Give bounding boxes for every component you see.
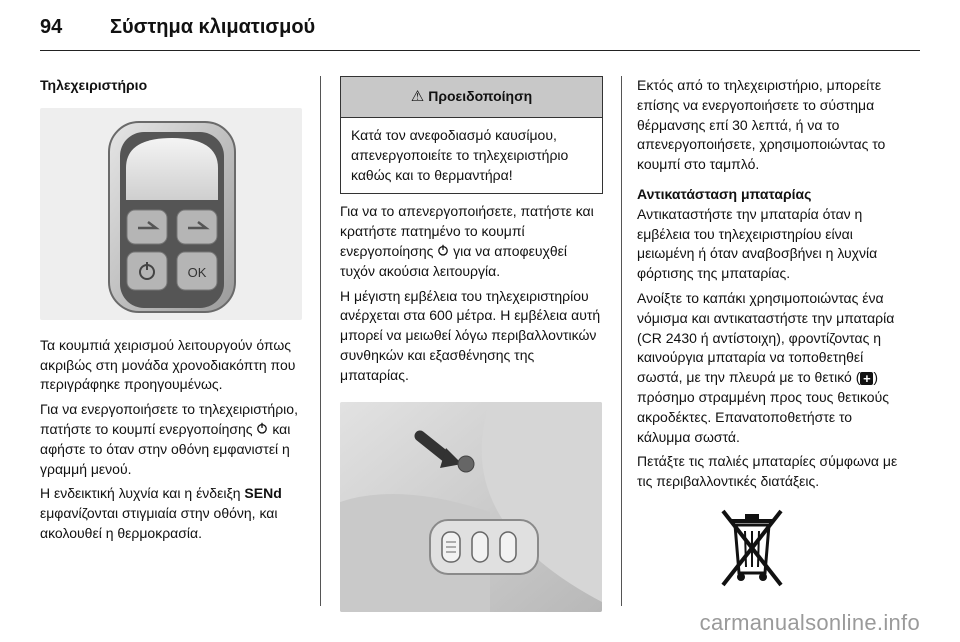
battery-heading: Αντικατάσταση μπαταρίας: [637, 185, 812, 202]
dashboard-button-figure: [340, 402, 602, 612]
col2-paragraph-1: Για να το απενεργοποιήσετε, πατήστε και κρατήστε πατημένο το κουμπί ενεργοποίησης για να αποφευχθεί τυχόν ακούσια λειτουργία.: [340, 203, 594, 279]
chapter-title: Σύστημα κλιματισμού: [110, 15, 316, 38]
col1-paragraph-3: Η ενδεικτική λυχνία και η ένδειξη SENd εμφανίζονται στιγμιαία στην οθόνη, και ακολουθεί η θερμοκρασία.: [40, 485, 282, 541]
col2-paragraph-2: Η μέγιστη εμβέλεια του τηλεχειριστηρίου ανέρχεται στα 600 μέτρα. Η εμβέλεια αυτή μπορεί να μειωθεί λόγω περιβαλλοντικών συνθηκών και εξασθένησης της μπαταρίας.: [340, 287, 601, 383]
power-icon: [437, 242, 449, 262]
dashboard-button: [458, 456, 474, 472]
column-1: [40, 76, 304, 549]
warning-title: Προειδοποίηση: [428, 88, 533, 105]
col3-paragraph-4: Πετάξτε τις παλιές μπαταρίες σύμφωνα με τις περιβαλλοντικές διατάξεις.: [637, 453, 898, 490]
watermark: carmanualsonline.info: [699, 610, 920, 635]
crossed-bin-icon: [717, 503, 787, 591]
column-divider-1: [320, 76, 321, 606]
warning-box: [340, 76, 603, 194]
power-icon: [256, 420, 268, 440]
remote-control-figure: [40, 108, 302, 320]
dashboard-illustration: [340, 402, 602, 612]
col3-paragraph-3: Ανοίξτε το καπάκι χρησιμοποιώντας ένα νόμισμα και αντικαταστήστε την μπαταρία (CR 2430 ή αντίστοιχη), φροντίζοντας η καινούργια μπαταρία να τοποθετηθεί σωστά, με την πλευρά με το θετικό ( + ) πρόσημο στραμμένη προς τους θετικούς ακροδέκτες. Επανατοποθετήστε το κάλυμμα σωστά.: [637, 289, 895, 445]
col3-paragraph-2: Αντικαταστήστε την μπαταρία όταν η εμβέλεια του τηλεχειριστηρίου είναι μειωμένη ή όταν αναβοσβήνει η λυχνία φόρτισης της μπαταρίας.: [637, 205, 878, 282]
page-header: [40, 10, 315, 44]
remote-ok-label: OK: [187, 264, 207, 280]
col1-paragraph-1: Τα κουμπιά χειρισμού λειτουργούν όπως ακριβώς στη μονάδα χρονοδιακόπτη που περιγράφηκε προηγουμένως.: [40, 336, 296, 393]
warning-triangle-icon: ⚠: [410, 88, 425, 106]
warning-text: Κατά τον ανεφοδιασμό καυσίμου, απενεργοποιείτε το τηλεχειριστήριο καθώς και το θερμαντήρα!: [351, 127, 569, 183]
column-2: [340, 76, 603, 612]
send-indicator: SENd: [244, 485, 282, 502]
plus-icon: +: [860, 372, 873, 385]
column-divider-2: [621, 76, 622, 606]
col3-paragraph-1: Εκτός από το τηλεχειριστήριο, μπορείτε επίσης να ενεργοποιήσετε το σύστημα θέρμανσης επί 30 λεπτά, ή να το απενεργοποιήσετε, χρησιμοποιώντας το κουμπί στο ταμπλό.: [637, 77, 886, 173]
warning-header: [341, 77, 602, 118]
remote-control-illustration: [40, 108, 302, 320]
header-divider: [40, 50, 920, 51]
column-3: [637, 76, 903, 597]
page-number: 94: [40, 15, 63, 38]
col1-paragraph-2: Για να ενεργοποιήσετε το τηλεχειριστήριο, πατήστε το κουμπί ενεργοποίησης και αφήστε το όταν στην οθόνη εμφανιστεί η γραμμή μενού.: [40, 401, 298, 477]
remote-heading: Τηλεχειριστήριο: [40, 77, 148, 93]
